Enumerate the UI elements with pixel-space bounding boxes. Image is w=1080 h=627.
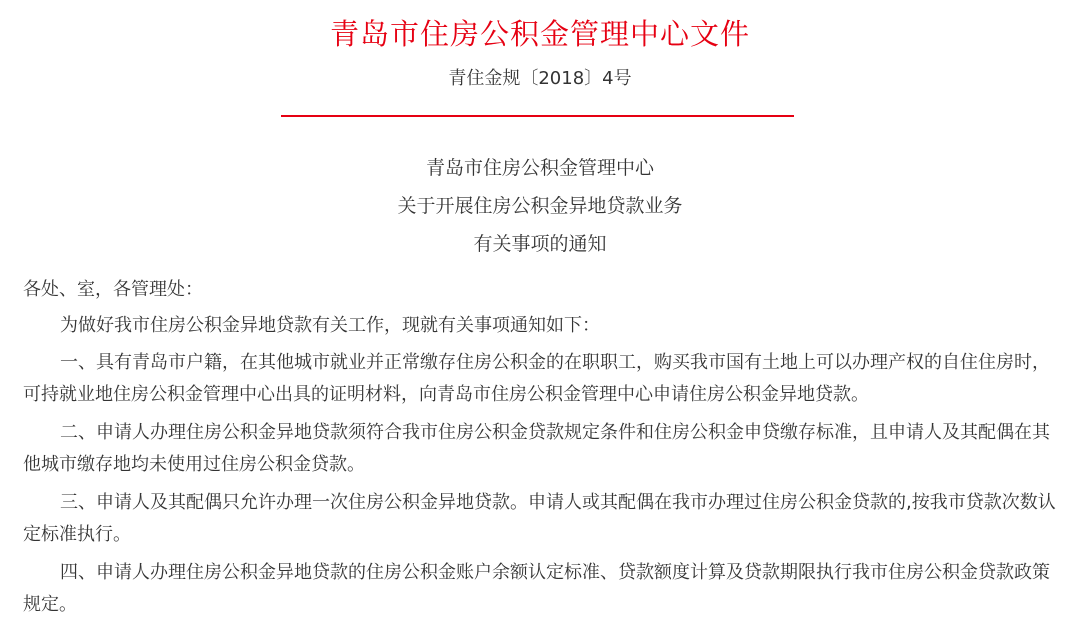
notice-title [0,149,1080,263]
clause-paragraph-3: 三、申请人及其配偶只允许办理一次住房公积金异地贷款。申请人或其配偶在我市办理过住房公积金贷款的,按我市贷款次数认定标准执行。 [23,492,1056,545]
intro-paragraph: 为做好我市住房公积金异地贷款有关工作，现就有关事项通知如下： [60,315,600,336]
salutation: 各处、室，各管理处： [23,279,203,300]
notice-body [23,275,1057,627]
clause-paragraph-1: 一、具有青岛市户籍，在其他城市就业并正常缴存住房公积金的在职职工，购买我市国有土地上可以办理产权的自住住房时，可持就业地住房公积金管理中心出具的证明材料，向青岛市住房公积金管理中心申请住房公积金异地贷款。 [23,352,1050,405]
notice-title-line-1: 青岛市住房公积金管理中心 [425,157,654,179]
clause-paragraph-4: 四、申请人办理住房公积金异地贷款的住房公积金账户余额认定标准、贷款额度计算及贷款期限执行我市住房公积金贷款政策规定。 [23,562,1050,615]
document-header [0,14,1080,92]
document-number: 青住金规〔2018〕4号 [448,68,632,89]
red-divider-line [281,115,794,117]
document-issuer-title: 青岛市住房公积金管理中心文件 [329,17,750,51]
notice-title-line-3: 有关事项的通知 [473,233,607,255]
notice-title-line-2: 关于开展住房公积金异地贷款业务 [397,195,683,217]
clause-paragraph-2: 二、申请人办理住房公积金异地贷款须符合我市住房公积金贷款规定条件和住房公积金申贷缴存标准，且申请人及其配偶在其他城市缴存地均未使用过住房公积金贷款。 [23,422,1050,475]
